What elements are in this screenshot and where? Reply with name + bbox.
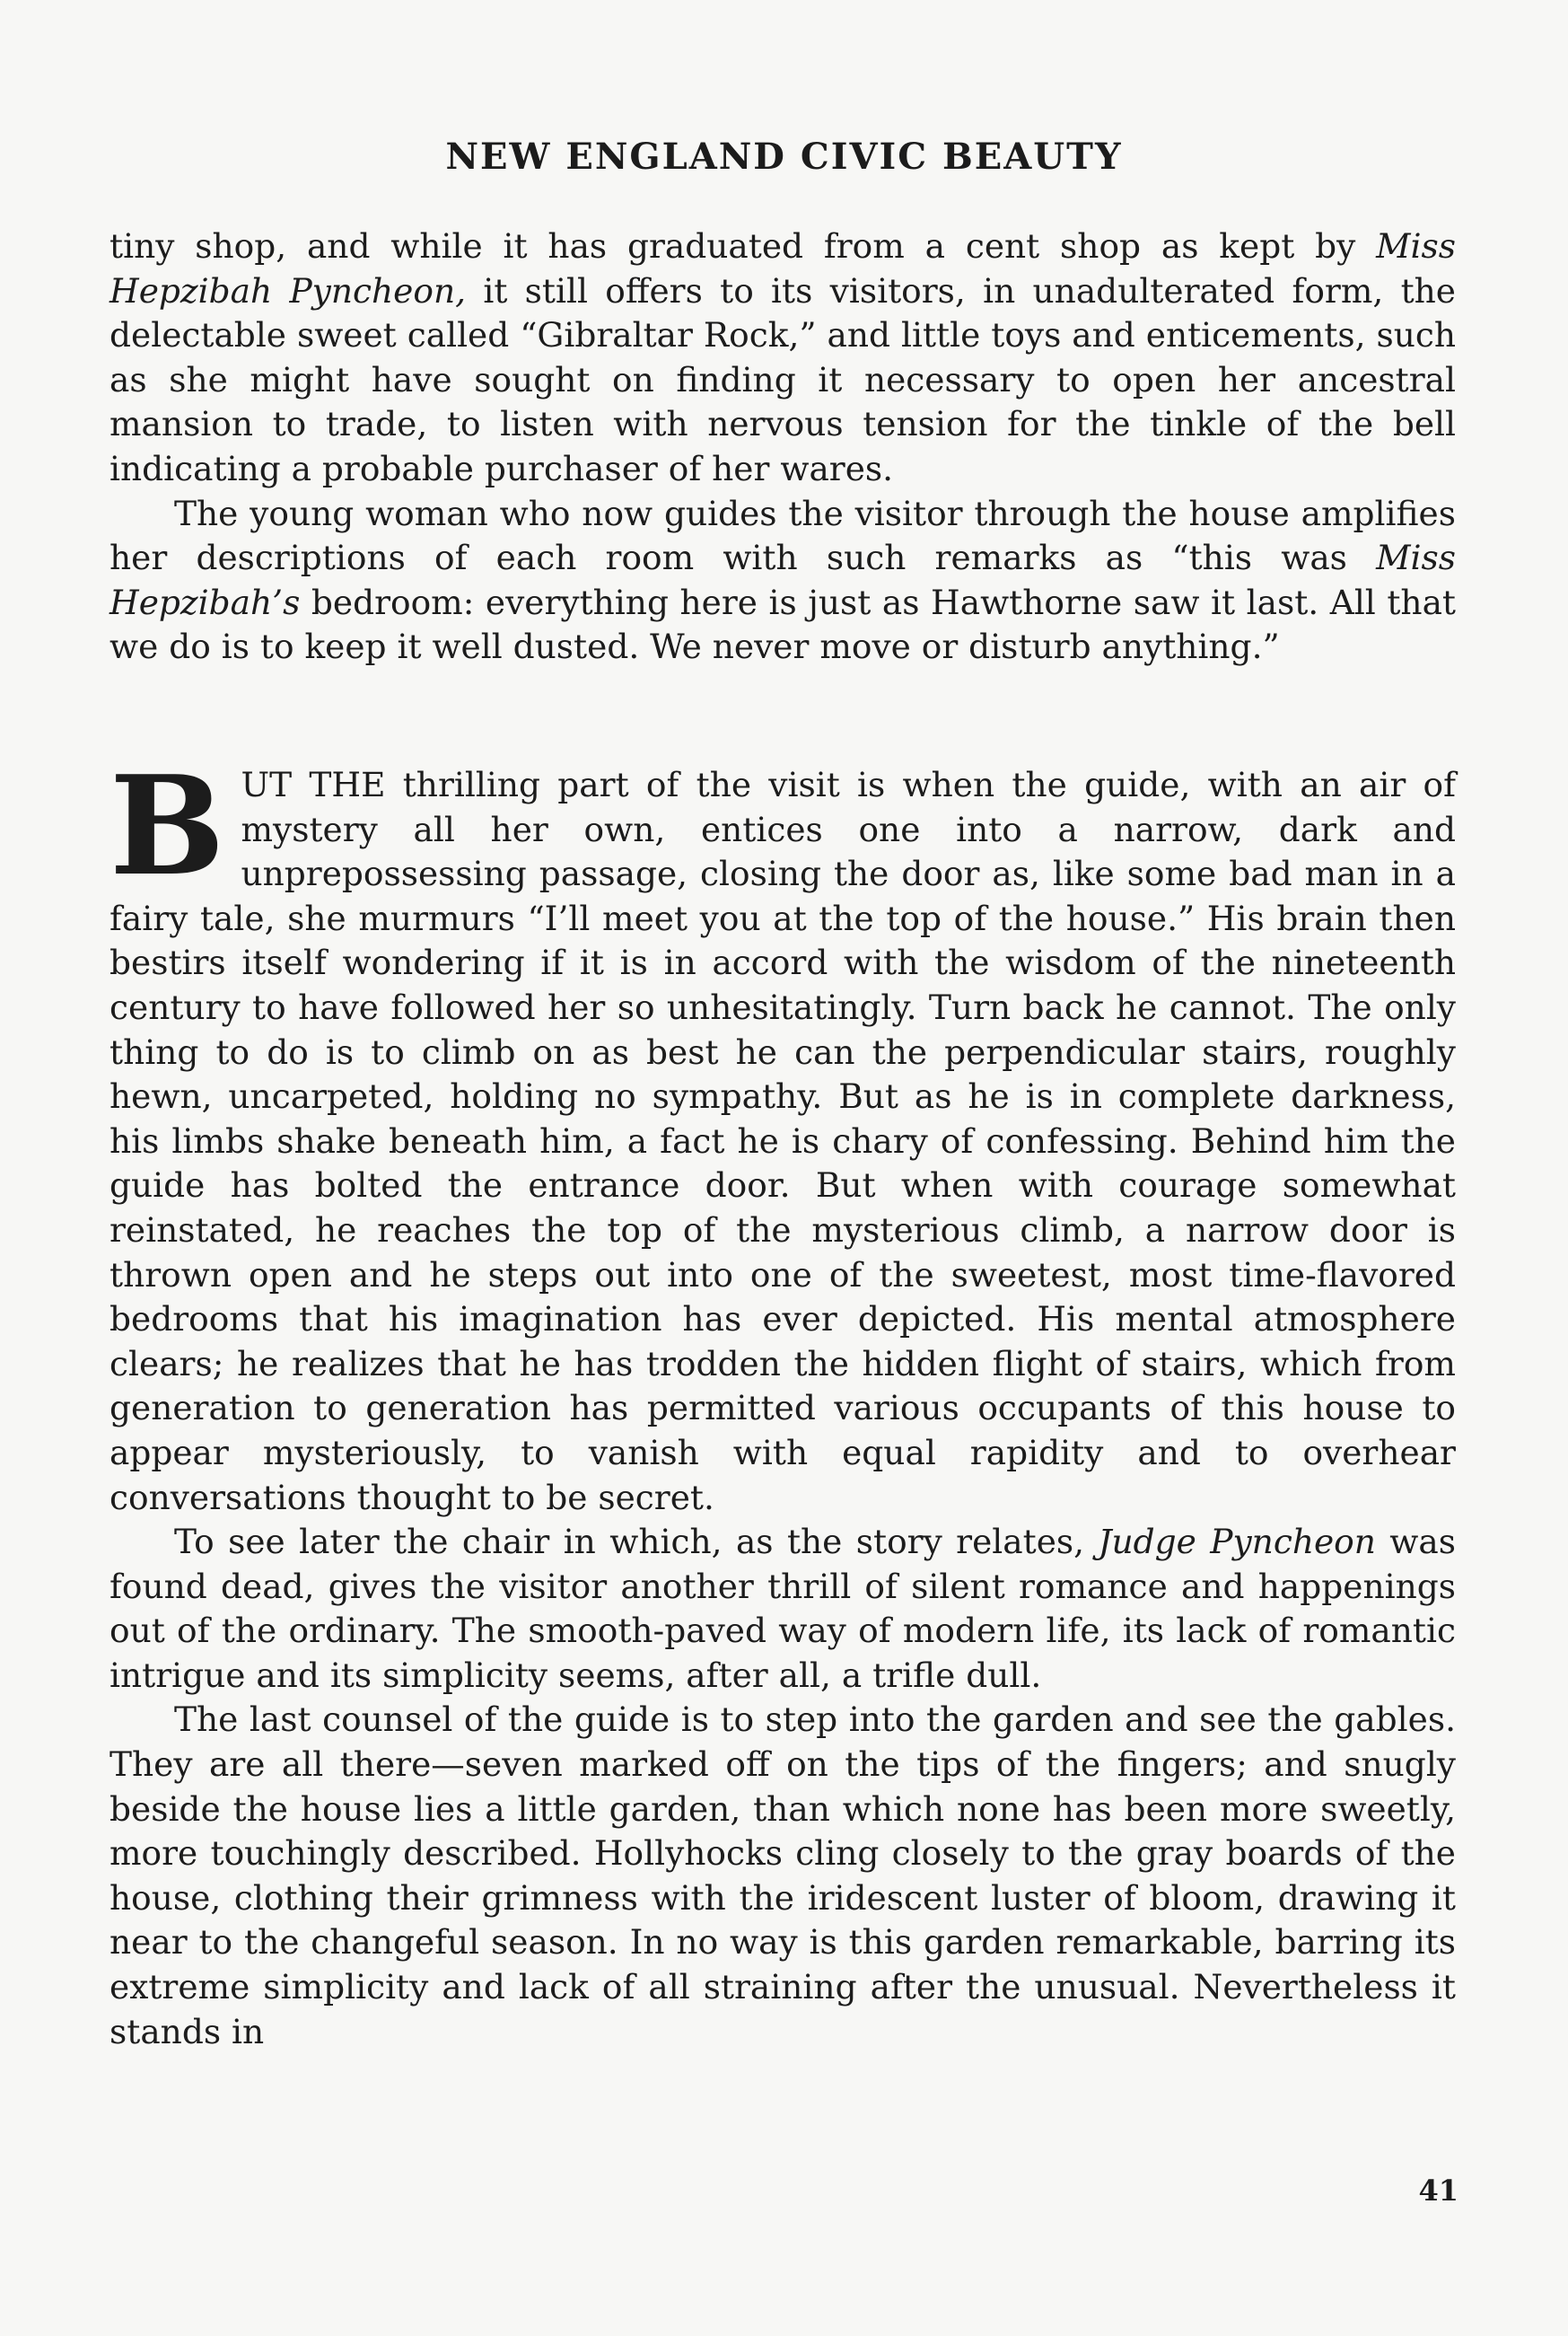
drop-cap: B xyxy=(109,745,225,906)
paragraph-1 xyxy=(109,224,1456,492)
text-block-upper xyxy=(109,224,1456,670)
running-head: NEW ENGLAND CIVIC BEAUTY xyxy=(445,136,1123,178)
paragraph-4-text-b: was found dead, gives the visitor another thrill of silent romance and happenings out of the ordinary. The smooth-paved way of modern life, its lack of romantic intrigue and its simplicity seems, after all, a trifle dull. xyxy=(109,1522,1457,1695)
paragraph-3-lead: UT THE xyxy=(241,765,386,804)
paragraph-3-text: thrilling part of the visit is when the guide, with an air of mystery all her own, entices one into a narrow, dark and unprepossessing passage, closing the door as, like some bad man in a fairy tale, she murmurs “I’ll meet you at the top of the house.” His brain then bestirs itself wondering if it is in accord with the wisdom of the nineteenth century to have followed her so unhesitatingly. Turn back he cannot. The only thing to do is to climb on as best he can the perpendicular stairs, roughly hewn, uncarpeted, holding no sympathy. But as he is in complete darkness, his limbs shake beneath him, a fact he is chary of confessing. Behind him the guide has bolted the entrance door. But when with courage somewhat reinstated, he reaches the top of the mysterious climb, a narrow door is thrown open and he steps out into one of the sweetest, most time-flavored bedrooms that his imagination has ever depicted. His mental atmosphere clears; he realizes that he has trodden the hidden flight of stairs, which from generation to generation has permitted various occupants of this house to appear mysteriously, to vanish with equal rapidity and to overhear conversations thought to be secret. xyxy=(109,765,1456,1517)
paragraph-1-text-a: tiny shop, and while it has graduated from a cent shop as kept by xyxy=(109,226,1377,266)
paragraph-4-italic-name: Judge Pyncheon xyxy=(1098,1522,1376,1562)
paragraph-2-text-b: bedroom: everything here is just as Hawthorne saw it last. All that we do is to keep it well dusted. We never move or disturb anything.” xyxy=(109,582,1456,667)
text-block-lower xyxy=(109,745,1457,2054)
paragraph-2 xyxy=(109,492,1456,670)
page-number: 41 xyxy=(1418,2174,1459,2208)
paragraph-5: The last counsel of the guide is to step into the garden and see the gables. They are all there—seven marked off on the tips of the fingers; and snugly beside the house lies a little garden, than which none has been more sweetly, more touchingly described. Hollyhocks cling closely to the gray boards of the house, clothing their grimness with the iridescent luster of bloom, drawing it near to the changeful season. In no way is this garden remarkable, barring its extreme simplicity and lack of all straining after the unusual. Nevertheless it stands in xyxy=(109,1699,1456,2051)
paragraph-2-text-a: The young woman who now guides the visitor through the house amplifies her descriptions of each room with such remarks as “this was xyxy=(109,493,1456,578)
paragraph-1-text-b: it still offers to its visitors, in unadulterated form, the delectable sweet called “Gibraltar Rock,” and little toys and enticements, such as she might have sought on finding it necessary to open her ancestral mansion to trade, to listen with nervous tension for the tinkle of the bell indicating a probable purchaser of her wares. xyxy=(109,270,1457,488)
paragraph-1-italic-name: Miss Hepzibah Pyncheon, xyxy=(109,226,1456,311)
paragraph-4 xyxy=(109,1520,1456,1698)
paragraph-4-text-a: To see later the chair in which, as the story relates, xyxy=(174,1522,1099,1562)
paragraph-3 xyxy=(109,745,1456,1520)
paragraph-2-italic-name: Miss Hepzibah’s xyxy=(109,538,1456,622)
